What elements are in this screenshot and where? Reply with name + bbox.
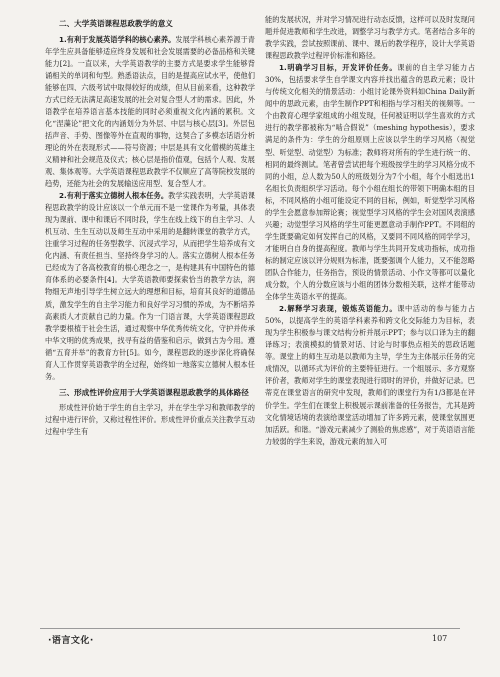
subheading-learning-performance: 2.解释学习表现，锻炼英语能力。 — [279, 304, 398, 314]
subheading-core-literacy: 1.有利于发展英语学科的核心素养。 — [59, 34, 176, 44]
paragraph-moral-education — [45, 190, 255, 383]
subheading-learning-goals: 1.明确学习目标，开发评价任务。 — [279, 63, 398, 73]
section-title-formative-evaluation: 三、形成性评价应用于大学英语课程思政教学的具体路径 — [59, 387, 249, 397]
right-column — [265, 14, 475, 448]
paragraph-continuation: 能的发展状况，并对学习情况进行动态反馈，这样可以及时发现问题并促进教师和学生改进，调整学习与教学方式。笔者结合多年的教学实践，尝试按照课前、课中、课后的教学程序，设计大学英语课程思政教学过程评价标准和路径。 — [265, 15, 475, 61]
subheading-moral-education: 2.有利于落实立德树人根本任务。 — [59, 191, 169, 201]
paragraph-learning-performance — [265, 303, 475, 448]
paragraph-formative-intro: 形成性评价始于学生的自主学习，并在学生学习和教师教学的过程中进行评价，又称过程性评价。形成性评价重点关注教学互动过程中学生有 — [45, 403, 255, 437]
left-column — [45, 14, 255, 439]
section-title-significance: 二、大学英语课程思政教学的意义 — [59, 19, 173, 28]
body-moral-education: 教学实践表明，大学英语课程思政教学的设计应该以一个单元而不是一堂课作为考量，具体表现为课前、课中和课后不同时段，学生在线上线下的自主学习、人机互动、生生互动以及师生互动中采用的是翻转课堂的教学方式，注重学习过程的任务型教学、沉浸式学习，从而把学生培养成有文化内涵、有责任担当、坚持终身学习的人。落实立德树人根本任务已经成为了各高校教育的根心理念之一，是构建具有中国特色的德育体系的必要条件[4]。大学英语教师要探索恰当的教学方法，润物细无声地引导学生树立远大的理想和目标，培育其良好的道德品质，激发学生的自主学习能力和良好学习习惯的养成，为不断培养高素质人才贡献自己的力量。作为一门语言课，大学英语课程思政教学要根植于社会生活，通过观察中华优秀传统文化，守护并传承中华文明的优秀成果，找寻有益的借鉴和启示，做到古为今用。遵循“五育并举”的教育方针[5]。如今，课程思政的逐步深化将确保育人工作贯穿英语教学的全过程，始终如一地落实立德树人根本任务。 — [45, 191, 255, 381]
body-learning-performance: 课中活动的参与能力占50%，以提高学生的英语学科素养和跨文化交际能力为目标，表现为学生积极参与课文结构分析并展示PPT；参与以口译为主的翻译练习；表演模拟的情景对话、讨论与时事热点相关的思政话题等。课堂上的师生互动是以教师为主导，学生为主体展示任务的完成情况，以循环式为评价的主要特征进行。一个组展示、多方观察评价者，教师对学生的课堂表现进行即时的评价，并做好记录。巴蒂克在课堂语言的研究中发现，教师们的课堂行为有1/3都是在评价学生。学生们在课堂上积极展示课前准备的任务报告，尤其是跨文化情境话境的表演给课堂活动增加了许多跨元素，使课堂氛围更加活跃。和谐。“游戏元素减少了测验的焦虑感”，对于英语语言能力较弱的学生来说，游戏元素的加入可 — [265, 304, 475, 446]
paragraph-core-literacy — [45, 34, 255, 191]
journal-name: ·语言文化· — [48, 636, 94, 646]
body-learning-goals: 课前的自主学习能力占30%，包括要求学生自学课文内容并找出蕴含的思政元素；设计与传统文化相关的情景活动：小组讨论课外资料如China Daily新闻中的思政元素，由学生制作PPT和相指与学习相关的视频等。一个由教育心理学家组成的小组发现，任何被证明以学生喜欢的方式进行的教学都被称为“啮合假说”（meshing hypothesis），要求满足的条件为：学生的分组原则上应该以学生的学习风格（视觉型、听觉型、动觉型）为标准；教师将对所有的学生进行统一的、相同的最终测试。笔者曾尝试把每个班级按学生的学习风格分成不同的小组，总人数为50人的班级划分为7个小组，每个小组选出1名组长负责组织学习活动。每个小组在组长的带领下明确本组的目标，不同风格的小组可能设定不同的目标，例如，听觉型学习风格的学生会愿意参加辩论赛；视觉型学习风格的学生会对国风表演感兴趣；动觉型学习风格的学生可能更愿意动手制作PPT。不同组的学生既要确定如何发挥自己的风格，又要同不同风格的同学学习，才能明白自身的提高程度。教师与学生共同开发成功指标，成功指标的制定应该以评分规则为标准，既要强调个人能力，又不能忽略团队合作能力，任务指告，预设的情景活动、小作文等都可以量化成分数，个人的分数应该与小组的团体分数相关联，这样才能带动全体学生英语水平的提高。 — [265, 63, 475, 302]
page-number: 107 — [432, 634, 448, 643]
body-core-literacy: 发展学科核心素养源于青年学生应具备能够适应终身发展和社会发展需要的必备品格和关键能力[2]。一直以来，大学英语教学的主要方式是要求学生能够背诵相关的单词和句型。熟悉语法点，目的是提高应试水平，使他们能够在四、六级考试中取得较好的成绩，但从目前来看，这种教学方式已经无法满足高速发展的社会对复合型人才的需求。因此，外语教学在培养语言基本技能的同时必须重视文化内涵的累积。文化“涅藻论”把文化的内涵划分为外层、中层与核心层[3]。外层包括声音、手势、图像等外在直观的事物，这契合了多模态话语分析理论的外在表现形式——符号资源；中层是具有文化僧模的英雄主义精神和社会规范及仪式；核心层是指价值观，包括个人观、发展观、集体观等。大学英语课程思政教学不仅顺应了高等院校发展的趋势，还能为社会的发展输送应用型、复合型人才。 — [45, 34, 255, 189]
footer-divider — [40, 628, 460, 629]
paragraph-learning-goals — [265, 62, 475, 303]
